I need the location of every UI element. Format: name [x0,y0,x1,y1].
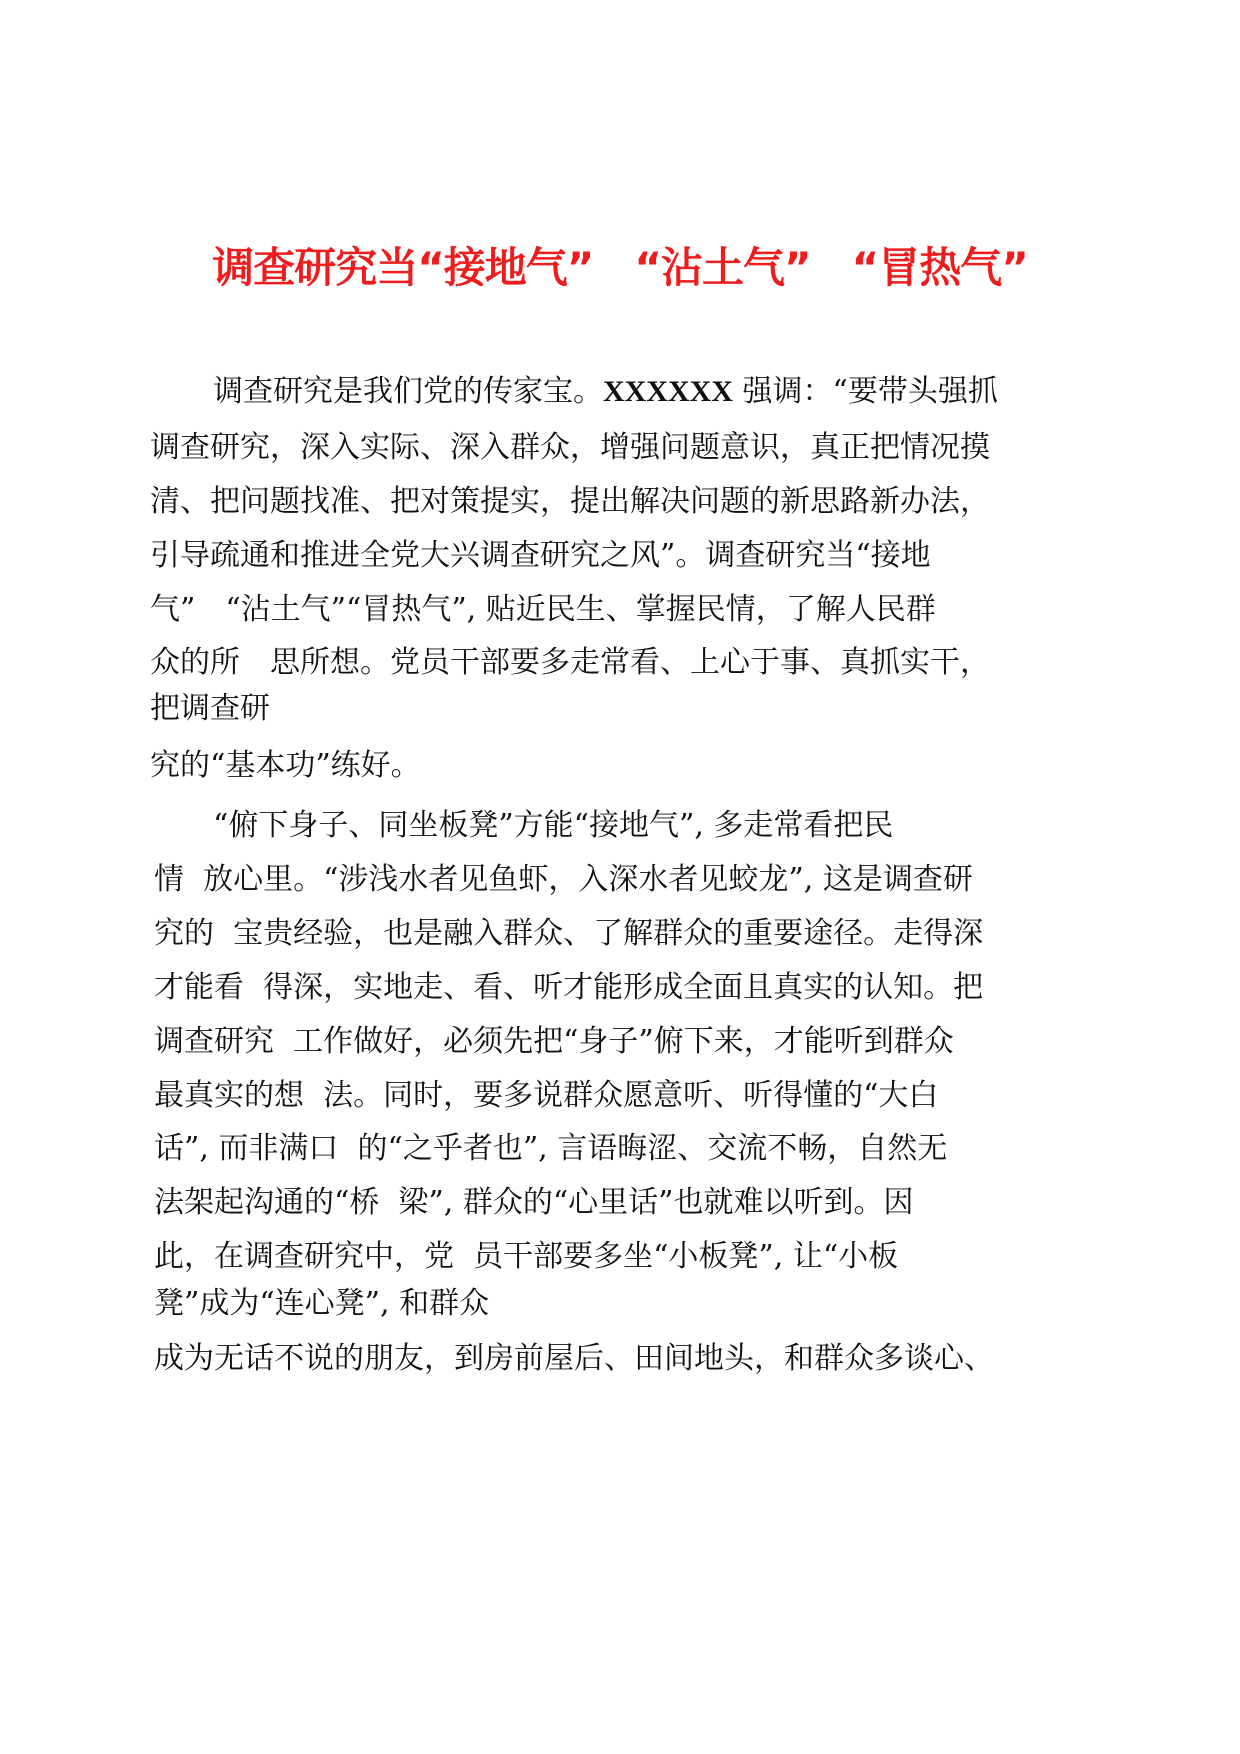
paragraph-2-line-1: “俯下身子、同坐板凳”方能“接地气”, 多走常看把民 [213,808,894,843]
paragraph-2-line-8: 法架起沟通的“桥 梁”, 群众的“心里话”也就难以听到。因 [154,1185,914,1220]
paragraph-2-line-10: 凳”成为“连心凳”, 和群众 [154,1286,490,1321]
paragraph-2-line-7: 话”, 而非满口 的“之乎者也”, 言语晦涩、交流不畅，自然无 [154,1131,948,1166]
redacted-name: XXXXXX [603,375,733,408]
paragraph-2-line-6: 最真实的想 法。同时，要多说群众愿意听、听得懂的“大白 [154,1078,939,1113]
paragraph-2-line-9: 此，在调查研究中，党 员干部要多坐“小板凳”, 让“小板 [154,1239,899,1274]
paragraph-1-line-1-suffix: 强调：“要带头强抓 [733,374,998,409]
paragraph-1-line-3: 清、把问题找准、把对策提实，提出解决问题的新思路新办法， [150,484,990,519]
paragraph-1-line-2: 调查研究，深入实际、深入群众，增强问题意识，真正把情况摸 [150,430,990,465]
paragraph-2-line-5: 调查研究 工作做好，必须先把“身子”俯下来，才能听到群众 [154,1024,954,1059]
paragraph-2-line-3: 究的 宝贵经验，也是融入群众、了解群众的重要途径。走得深 [154,916,984,951]
paragraph-2-line-11: 成为无话不说的朋友，到房前屋后、田间地头，和群众多谈心、 [154,1341,994,1376]
document-title: 调查研究当“接地气” “沾土气” “冒热气” [212,243,1028,292]
paragraph-1-line-7: 把调查研 [150,691,270,726]
paragraph-1-line-4: 引导疏通和推进全党大兴调查研究之风”。调查研究当“接地 [150,538,931,573]
paragraph-1-line-1-prefix: 调查研究是我们党的传家宝。 [213,374,603,409]
paragraph-1-line-1 [213,372,998,412]
paragraph-2-line-2: 情 放心里。“涉浅水者见鱼虾，入深水者见蛟龙”, 这是调查研 [154,862,973,897]
paragraph-2-line-4: 才能看 得深，实地走、看、听才能形成全面且真实的认知。把 [154,970,984,1005]
paragraph-1-line-5: 气” “沾土气”“冒热气”, 贴近民生、掌握民情，了解人民群 [150,592,936,627]
paragraph-1-line-8: 究的“基本功”练好。 [150,748,421,783]
paragraph-1-line-6: 众的所 思所想。党员干部要多走常看、上心于事、真抓实干， [150,645,990,680]
